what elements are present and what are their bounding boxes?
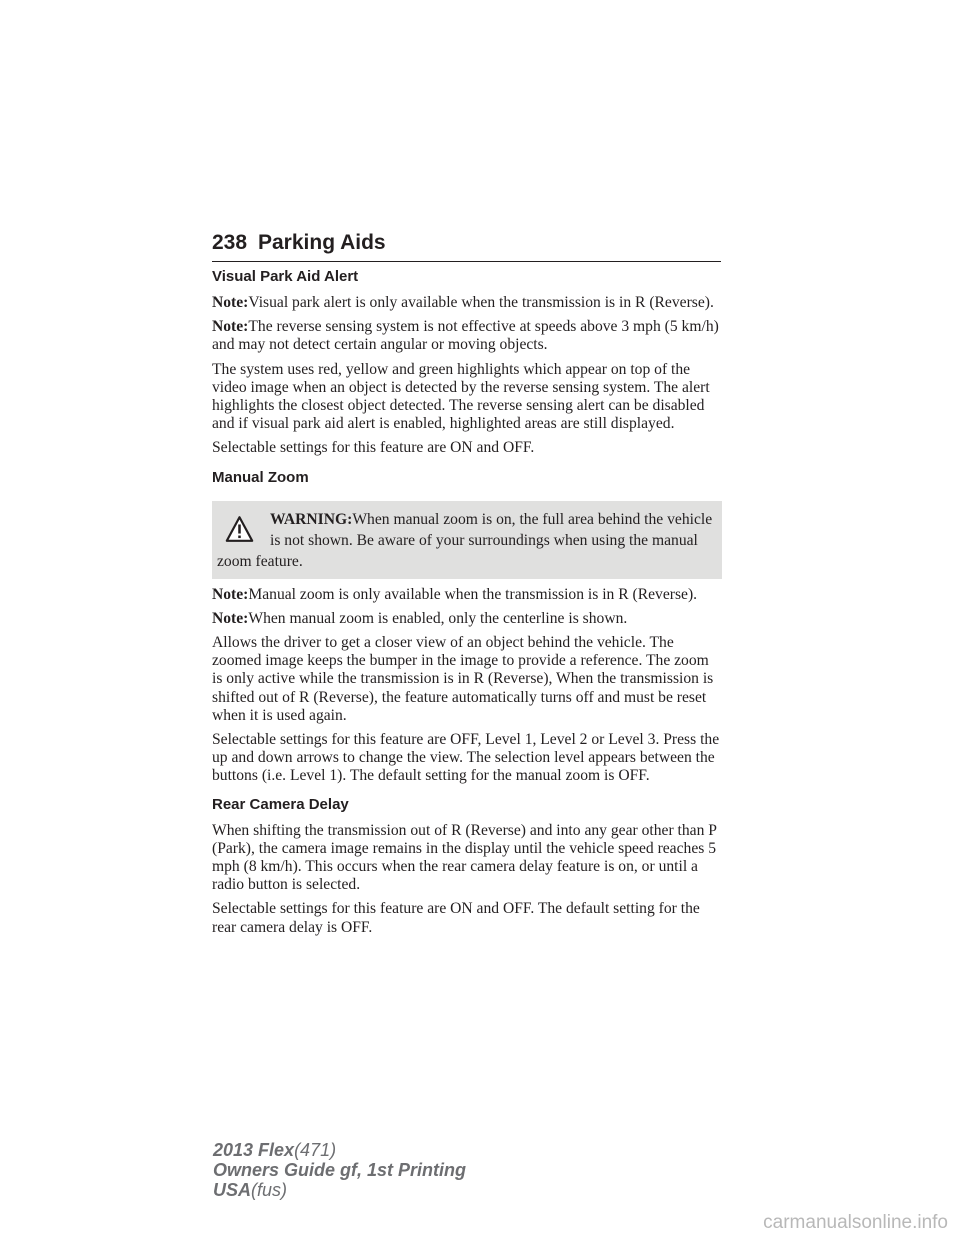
page-content — [212, 267, 722, 943]
visual-park-paragraph-1: The system uses red, yellow and green highlights which appear on top of the video image when an object is detected by the reverse sensing system. The alert highlights the closest object detected. The reverse sensing alert can be disabled and if visual park aid alert is enabled, highlighted areas are still displayed. — [212, 360, 710, 433]
page-title: Parking Aids — [258, 231, 386, 254]
manual-zoom-paragraph-1: Allows the driver to get a closer view of an object behind the vehicle. The zoomed image keeps the bumper in the image to provide a reference. The zoom is only active while the transmission is in R (Reverse), When the transmission is shifted out of R (Reverse), the feature automatically turns off and must be reset when it is used again. — [212, 634, 714, 724]
footer-line-3 — [213, 1180, 466, 1200]
note-text: Visual park alert is only available when the transmission is in R (Reverse). — [248, 294, 714, 311]
visual-park-note-1 — [212, 294, 722, 312]
footer-model: 2013 Flex — [213, 1140, 295, 1160]
footer-line-1 — [213, 1140, 466, 1160]
visual-park-paragraph-2: Selectable settings for this feature are ON and OFF. — [212, 439, 535, 457]
footer-line-2: Owners Guide gf, 1st Printing — [213, 1160, 467, 1180]
manual-zoom-heading: Manual Zoom — [212, 468, 309, 486]
manual-zoom-note-2 — [212, 610, 722, 628]
warning-text: When manual zoom is on, the full area behind the vehicle is not shown. Be aware of your surroundings when using the manual zoom feature. — [217, 510, 713, 570]
footer-market: USA — [213, 1180, 252, 1200]
manual-zoom-paragraph-2: Selectable settings for this feature are OFF, Level 1, Level 2 or Level 3. Press the up and down arrows to change the view. The selection level appears between the buttons (i.e. Level 1). The default setting for the manual zoom is OFF. — [212, 731, 720, 785]
note-label: Note: — [212, 294, 249, 311]
note-text: Manual zoom is only available when the transmission is in R (Reverse). — [248, 585, 698, 603]
visual-park-note-2 — [212, 318, 722, 354]
rear-camera-delay-heading: Rear Camera Delay — [212, 795, 349, 813]
rear-camera-paragraph-2: Selectable settings for this feature are ON and OFF. The default setting for the rear camera delay is OFF. — [212, 900, 700, 936]
page-number: 238 — [212, 231, 248, 254]
note-text: The reverse sensing system is not effective at speeds above 3 mph (5 km/h) and may not detect certain angular or moving objects. — [212, 318, 719, 354]
watermark: carmanualsonline.info — [763, 1212, 948, 1233]
note-text: When manual zoom is enabled, only the centerline is shown. — [248, 609, 628, 627]
note-label: Note: — [212, 318, 249, 336]
page-header — [212, 229, 721, 262]
visual-park-aid-heading: Visual Park Aid Alert — [212, 268, 359, 285]
page-footer — [213, 1140, 466, 1200]
footer-model-code: (471) — [294, 1140, 337, 1160]
warning-box — [212, 501, 722, 579]
warning-triangle-icon — [225, 515, 254, 543]
warning-label: WARNING: — [270, 510, 353, 528]
footer-market-code: (fus) — [251, 1180, 288, 1200]
rear-camera-paragraph-1: When shifting the transmission out of R (Reverse) and into any gear other than P (Park), the camera image remains in the display until the vehicle speed reaches 5 mph (8 km/h). This occurs when the rear camera delay feature is on, or until a radio button is selected. — [212, 821, 717, 894]
note-label: Note: — [212, 609, 249, 627]
note-label: Note: — [212, 585, 249, 603]
manual-zoom-note-1 — [212, 586, 722, 604]
